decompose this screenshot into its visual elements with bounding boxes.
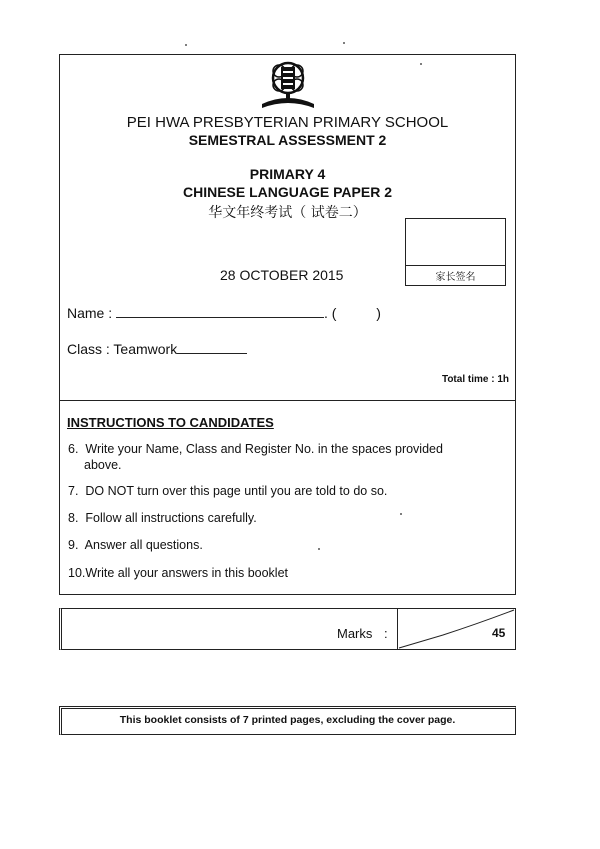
exam-date: 28 OCTOBER 2015 [220, 267, 344, 283]
footer-note: This booklet consists of 7 printed pages, excluding the cover page. [119, 714, 456, 726]
name-close: ) [376, 305, 381, 321]
scan-speck [420, 63, 422, 65]
scan-speck [318, 548, 320, 550]
cover-divider [59, 400, 516, 401]
paper-title-chinese: 华文年终考试（ 试卷二） [208, 205, 367, 221]
school-logo-icon [258, 58, 318, 112]
instruction-item: 6. Write your Name, Class and Register No. in the spaces provided [68, 442, 443, 456]
instructions-heading: INSTRUCTIONS TO CANDIDATES [67, 415, 274, 430]
instruction-item: 8. Follow all instructions carefully. [68, 511, 257, 525]
assessment-title: SEMESTRAL ASSESSMENT 2 [188, 132, 387, 148]
name-input-line[interactable] [116, 303, 324, 318]
instruction-item: 10.Write all your answers in this booklet [68, 566, 289, 580]
instruction-item: 9. Answer all questions. [68, 538, 203, 552]
paper-title: CHINESE LANGUAGE PAPER 2 [183, 184, 392, 200]
scan-speck [343, 42, 345, 44]
scan-speck [185, 44, 187, 46]
name-suffix: . ( [324, 305, 337, 321]
name-label: Name : [67, 305, 113, 321]
level-title: PRIMARY 4 [249, 166, 326, 182]
marks-total: 45 [492, 626, 506, 640]
instruction-item-continued: above. [84, 458, 122, 472]
parent-signature-label: 家长签名 [435, 272, 476, 283]
marks-label: Marks : [337, 626, 388, 641]
class-input-line[interactable] [177, 339, 247, 354]
class-field [67, 339, 247, 357]
instruction-item: 7. DO NOT turn over this page until you are told to do so. [68, 484, 388, 498]
scan-speck [400, 513, 402, 515]
school-name: PEI HWA PRESBYTERIAN PRIMARY SCHOOL [126, 114, 449, 131]
total-time: Total time : 1h [441, 374, 509, 385]
name-field [67, 303, 381, 321]
parent-signature-divider [405, 265, 506, 266]
class-label: Class : Teamwork [67, 341, 178, 357]
